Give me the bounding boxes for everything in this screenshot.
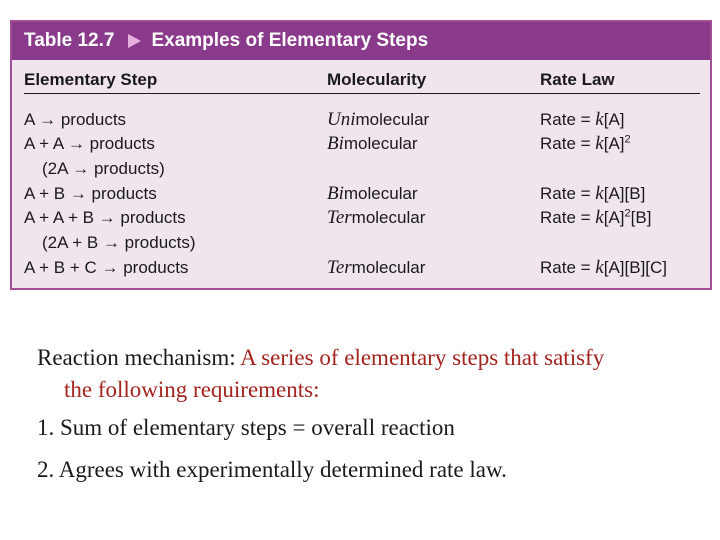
header-rule (24, 93, 700, 94)
triangle-pointer-icon (128, 34, 141, 48)
row-rate-law (540, 108, 625, 132)
row-step: A + A + B → products (24, 208, 186, 227)
row-step: (2A + B → products) (42, 233, 196, 252)
rate-constant: k (595, 109, 604, 130)
row-step: A + B → products (24, 184, 157, 203)
row-step: A → products (24, 110, 127, 129)
rate-constant: k (595, 207, 604, 228)
molecularity-prefix: Bi (327, 133, 344, 154)
molecularity-prefix: Ter (327, 207, 352, 228)
definition-text-line1: A series of elementary steps that satisfy (240, 345, 605, 370)
definition-paragraph (37, 342, 707, 406)
rate-constant: k (595, 133, 604, 154)
elementary-steps-table (10, 20, 712, 290)
row-molecularity (327, 108, 429, 132)
row-molecularity (327, 206, 425, 230)
rate-concentration-tail: [B] (630, 208, 652, 227)
molecularity-prefix: Uni (327, 109, 356, 130)
requirement-1: 1. Sum of elementary steps = overall reaction (37, 415, 455, 440)
rate-concentration: [A][B][C] (603, 258, 668, 277)
row-step: (2A → products) (42, 159, 165, 178)
rate-label: Rate = (540, 184, 596, 203)
molecularity-rest: molecular (351, 208, 426, 227)
rate-concentration: [A] (603, 134, 625, 153)
rate-label: Rate = (540, 110, 596, 129)
molecularity-rest: molecular (343, 134, 418, 153)
row-rate-law (540, 206, 651, 230)
row-rate-law (540, 132, 631, 156)
row-molecularity (327, 256, 425, 280)
definition-text-line2: the following requirements: (64, 377, 320, 402)
rate-exponent: 2 (624, 207, 631, 220)
row-molecularity (327, 182, 418, 206)
molecularity-rest: molecular (343, 184, 418, 203)
molecularity-prefix: Ter (327, 257, 352, 278)
column-header-rate-law: Rate Law (540, 70, 615, 89)
row-step: A + B + C → products (24, 258, 189, 277)
column-header-step: Elementary Step (24, 70, 158, 89)
molecularity-rest: molecular (351, 258, 426, 277)
row-molecularity (327, 132, 418, 156)
requirement-2: 2. Agrees with experimentally determined rate law. (37, 457, 507, 482)
molecularity-rest: molecular (355, 110, 430, 129)
table-number: Table 12.7 (24, 30, 115, 51)
rate-label: Rate = (540, 258, 596, 277)
rate-label: Rate = (540, 208, 596, 227)
rate-label: Rate = (540, 134, 596, 153)
molecularity-prefix: Bi (327, 183, 344, 204)
rate-concentration: [A][B] (603, 184, 646, 203)
row-rate-law (540, 182, 645, 206)
rate-exponent: 2 (624, 133, 631, 146)
definition-term: Reaction mechanism: (37, 345, 241, 370)
rate-constant: k (595, 183, 604, 204)
rate-constant: k (595, 257, 604, 278)
table-title: Examples of Elementary Steps (151, 30, 429, 51)
row-step: A + A → products (24, 134, 155, 153)
table-title-bar (12, 22, 710, 60)
rate-concentration: [A] (603, 110, 625, 129)
column-header-molecularity: Molecularity (327, 70, 427, 89)
row-rate-law (540, 256, 667, 280)
rate-concentration: [A] (603, 208, 625, 227)
